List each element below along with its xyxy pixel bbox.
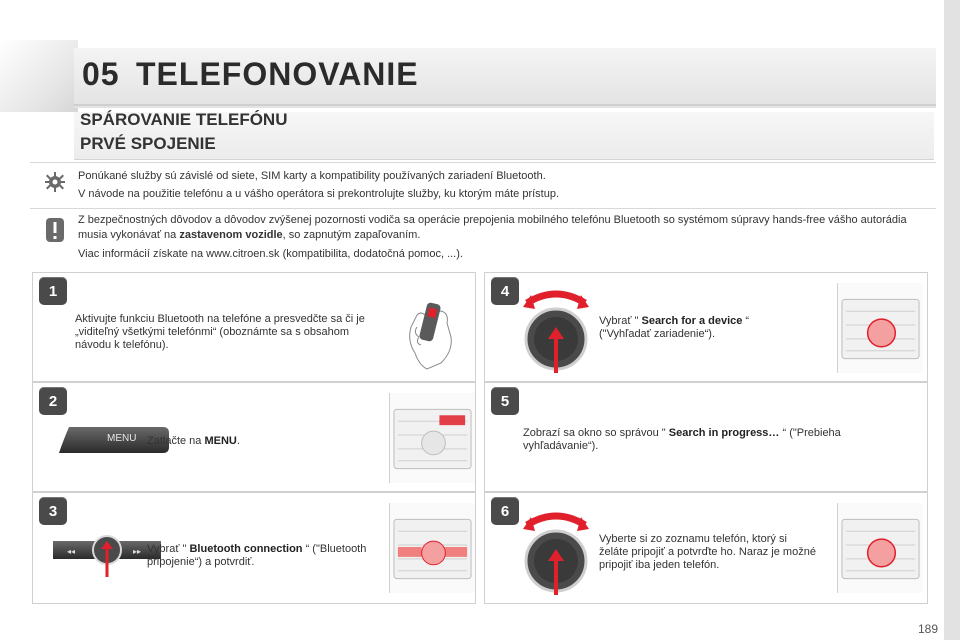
svg-text:▸▸: ▸▸: [133, 547, 142, 556]
step-6-badge: 6: [491, 497, 519, 525]
header-divider: [74, 104, 936, 106]
chapter-number: 05: [82, 56, 120, 92]
warning-text-bold: zastavenom vozidle: [179, 229, 283, 241]
step-3-text-bold: Bluetooth connection: [189, 543, 303, 555]
step-3-text: [147, 543, 367, 569]
page-number: 189: [917, 622, 938, 636]
warning-line-2: Viac informácií získate na www.citroen.sk (kompatibilita, dodatočná pomoc, ...).: [78, 248, 463, 260]
warning-text-b: , so zapnutým zapaľovaním.: [282, 229, 421, 241]
step-5-badge: 5: [491, 387, 519, 415]
step-4-badge: 4: [491, 277, 519, 305]
step-4-text: [599, 315, 799, 341]
menu-button-label: MENU: [107, 433, 137, 444]
step-2-badge: 2: [39, 387, 67, 415]
warning-block: [30, 208, 936, 266]
svg-text:◂◂: ◂◂: [67, 547, 76, 556]
step-5-text-b: “ ("Prebieha vyhľadávanie“).: [523, 427, 841, 452]
step-3-text-a: Vybrať ": [147, 543, 190, 555]
step-2-text: [147, 435, 347, 448]
step-1-panel: [32, 272, 476, 382]
step-6-panel: [484, 492, 928, 604]
step-5-text-bold: Search in progress…: [668, 427, 780, 439]
step-2-text-b: .: [236, 435, 240, 447]
warning-text-a: Z bezpečnostných dôvodov a dôvodov zvýšenej pozornosti vodiča sa operácie prepojenia mobilného telefónu Bluetooth so systémom súpravy hands-free vášho autorádia musia vykonávať na: [78, 214, 907, 241]
step-4-text-a: Vybrať ": [599, 315, 642, 327]
phone-in-hand-icon: [401, 293, 461, 373]
rotary-knob-icon[interactable]: [521, 281, 591, 377]
section-subtitle: PRVÉ SPOJENIE: [80, 134, 216, 153]
step-5-text: [523, 427, 843, 453]
step-4-panel: [484, 272, 928, 382]
radio-unit-menu-highlight: [389, 393, 475, 483]
warning-line-1: [78, 213, 928, 243]
radio-unit-knob-highlight: [837, 283, 923, 373]
step-2-panel: [32, 382, 476, 492]
radio-unit-seek-highlight: [389, 503, 475, 593]
chapter-title: TELEFONOVANIE: [136, 56, 419, 92]
section-title: SPÁROVANIE TELEFÓNU: [80, 110, 288, 129]
page-edge-strip: [944, 0, 960, 640]
step-6-text: Vyberte si zo zoznamu telefón, ktorý si želáte pripojiť a potvrďte ho. Naraz je možné pripojiť iba jeden telefón.: [599, 533, 816, 571]
step-1-badge: 1: [39, 277, 67, 305]
radio-unit-knob-highlight: [837, 503, 923, 593]
info-block: [30, 162, 936, 204]
step-1-text: Aktivujte funkciu Bluetooth na telefóne a presvedčte sa či je „viditeľný všetkými telefónmi“ (oboznámte sa s obsahom návodu k telefónu).: [75, 313, 365, 351]
step-4-text-bold: Search for a device: [641, 315, 743, 327]
step-4-text-b: “ ("Vyhľadať zariadenie“).: [599, 315, 750, 340]
step-5-panel: [484, 382, 928, 492]
step-3-badge: 3: [39, 497, 67, 525]
info-line-2: V návode na použitie telefónu a u vášho operátora si prekontrolujte služby, ku ktorým máte prístup.: [78, 188, 560, 200]
step-3-text-b: “ ("Bluetooth pripojenie“) a potvrdiť.: [147, 543, 367, 568]
info-line-1: Ponúkané služby sú závislé od siete, SIM karty a kompatibility používaných zariadení Bluetooth.: [78, 170, 546, 182]
exclamation-icon: [40, 215, 70, 245]
step-3-panel: [32, 492, 476, 604]
step-2-text-bold: MENU: [204, 435, 237, 447]
step-5-text-a: Zobrazí sa okno so správou ": [523, 427, 669, 439]
chapter-corner: [0, 40, 78, 112]
gear-icon: [40, 167, 70, 197]
rotary-knob-icon[interactable]: [521, 503, 591, 599]
step-2-text-a: Zatlačte na: [147, 435, 205, 447]
